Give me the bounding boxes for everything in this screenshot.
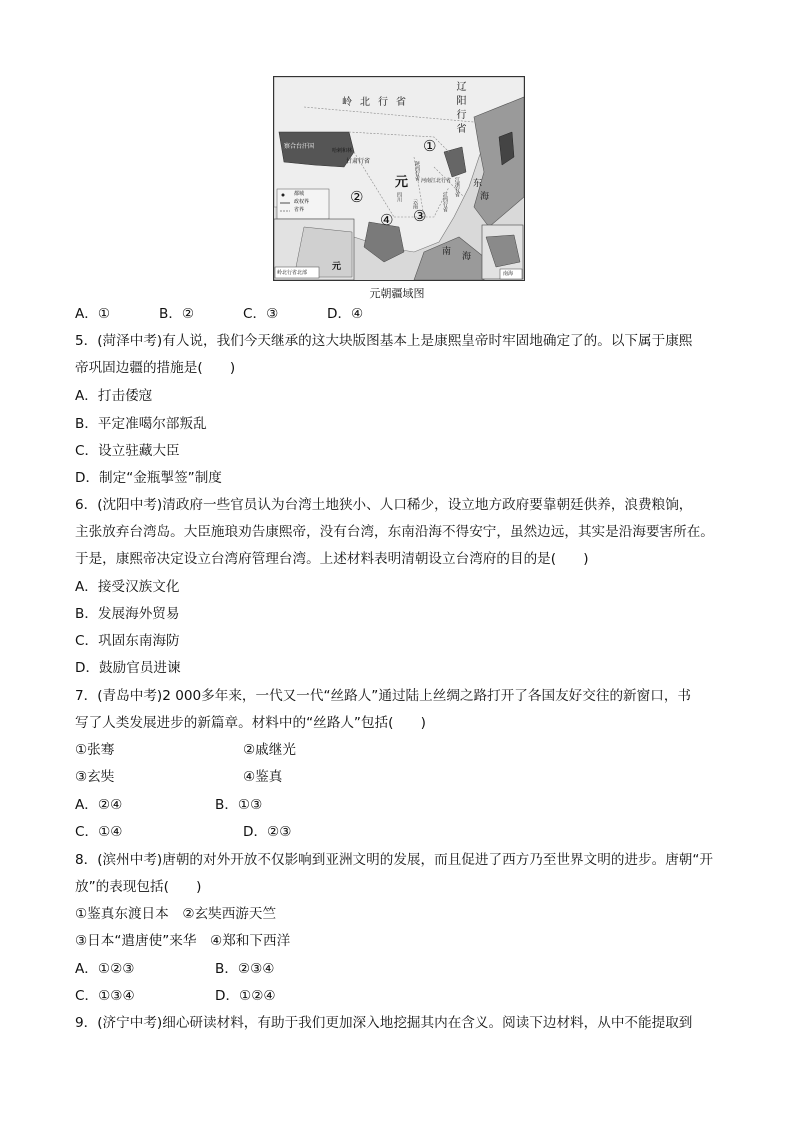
q6-option-a[interactable]: A．接受汉族文化 <box>75 579 180 595</box>
nanhai-inset-label: 南海 <box>503 271 514 277</box>
map-label-gansu: 甘肃行省 <box>346 158 371 165</box>
map-label-chagatai: 察合台汗国 <box>284 143 315 150</box>
q5-option-c[interactable]: C．设立驻藏大臣 <box>75 443 180 459</box>
q7-options-row2 <box>75 824 291 840</box>
q6-option-b[interactable]: B．发展海外贸易 <box>75 606 180 622</box>
map-circle-3: ③ <box>413 207 427 225</box>
inset-yuan: 元 <box>332 262 342 272</box>
q5-stem-line2: 帝巩固边疆的措施是( ) <box>75 360 236 376</box>
q7-stem-line1: 7．(青岛中考)2 000多年来，一代又一代“丝路人”通过陆上丝绸之路打开了各国友好交往的新窗口，书 <box>75 688 692 704</box>
q6-option-d[interactable]: D．鼓励官员进谏 <box>75 660 181 676</box>
legend-capital: 都城 <box>294 191 305 197</box>
map-label-yuan: 元 <box>395 175 409 190</box>
q8-stem-line1: 8．(滨州中考)唐朝的对外开放不仅影响到亚洲文明的发展，而且促进了西方乃至世界文明的进步。唐朝“开 <box>75 852 714 868</box>
q6-stem-line3: 于是，康熙帝决定设立台湾府管理台湾。上述材料表明清朝设立台湾府的目的是( ) <box>75 551 589 567</box>
q5-option-d[interactable]: D．制定“金瓶掣签”制度 <box>75 470 222 486</box>
map-label-jiangzhe: 江浙行省 <box>454 177 460 197</box>
map-label-henan: 河南江北行省 <box>421 178 452 184</box>
map-circle-2: ② <box>350 188 364 206</box>
q5-stem-line1: 5．(菏泽中考)有人说，我们今天继承的这大块版图基本上是康熙皇帝时牢固地确定了的。以下属于康熙 <box>75 333 693 349</box>
q5-option-a[interactable]: A．打击倭寇 <box>75 388 153 404</box>
map-label-yunnan: 云南 <box>412 199 418 209</box>
q7-items-row1 <box>75 742 296 758</box>
q8-option-c[interactable]: C．①③④ <box>75 988 135 1004</box>
q8-items-line1: ①鉴真东渡日本 ②玄奘西游天竺 <box>75 906 277 922</box>
q7-item-3: ③玄奘 <box>75 769 115 785</box>
map-label-east: 东 <box>473 179 483 189</box>
q8-option-d[interactable]: D．①②④ <box>215 988 276 1004</box>
map-label-south: 南 <box>442 247 452 257</box>
map-label-chengdu: 四川 <box>396 192 402 202</box>
q7-item-1: ①张骞 <box>75 742 115 758</box>
q4-option-d[interactable]: D．④ <box>327 306 364 322</box>
inset-label: 岭北行省北部 <box>277 270 308 276</box>
map-label-lingbei: 岭北行省 <box>342 97 414 108</box>
map-label-jiangxi: 江西行省 <box>442 192 448 212</box>
map-label-city: 哈剌和林 <box>332 148 353 154</box>
map-label-shaanxi: 陕西行省 <box>414 161 420 181</box>
q7-option-c[interactable]: C．①④ <box>75 824 123 840</box>
map-circle-4: ④ <box>380 211 394 229</box>
q7-item-2: ②戚继光 <box>243 742 296 758</box>
map-caption: 元朝疆域图 <box>369 287 425 300</box>
map-label-south-sea: 海 <box>462 252 472 262</box>
q7-option-d[interactable]: D．②③ <box>243 824 292 840</box>
q7-option-a[interactable]: A．②④ <box>75 797 123 813</box>
q8-options-row1 <box>75 961 274 977</box>
q6-option-c[interactable]: C．巩固东南海防 <box>75 633 180 649</box>
q5-option-b[interactable]: B．平定准噶尔部叛乱 <box>75 416 207 432</box>
q8-options-row2 <box>75 988 276 1004</box>
yuan-territory-map <box>273 76 525 281</box>
q6-stem-line1: 6．(沈阳中考)清政府一些官员认为台湾土地狭小、人口稀少，设立地方政府要靠朝廷供养，浪费粮饷， <box>75 497 693 513</box>
q7-stem-line2: 写了人类发展进步的新篇章。材料中的“丝路人”包括( ) <box>75 715 426 731</box>
q7-option-b[interactable]: B．①③ <box>215 797 263 813</box>
legend-province-border: 省界 <box>294 207 305 213</box>
map-circle-1: ① <box>423 137 437 155</box>
map-label-east-sea: 海 <box>480 192 490 202</box>
legend-regime-border: 政权界 <box>294 199 310 205</box>
q8-option-b[interactable]: B．②③④ <box>215 961 275 977</box>
q8-items-line2: ③日本“遣唐使”来华 ④郑和下西洋 <box>75 933 291 949</box>
q6-stem-line2: 主张放弃台湾岛。大臣施琅劝告康熙帝，没有台湾，东南沿海不得安宁，虽然边远，其实是沿海要害所在。 <box>75 524 714 540</box>
map-label-liaoyang: 辽阳行省 <box>454 81 465 137</box>
q8-option-a[interactable]: A．①②③ <box>75 961 135 977</box>
q7-item-4: ④鉴真 <box>243 769 283 785</box>
q4-options <box>75 306 363 322</box>
q4-option-b[interactable]: B．② <box>159 306 195 322</box>
q7-items-row2 <box>75 769 282 785</box>
q4-option-c[interactable]: C．③ <box>243 306 279 322</box>
q8-stem-line2: 放”的表现包括( ) <box>75 879 202 895</box>
q4-option-a[interactable]: A．① <box>75 306 111 322</box>
q9-stem-line1: 9．(济宁中考)细心研读材料，有助于我们更加深入地挖掘其内在含义。阅读下边材料，从中不能提取到 <box>75 1015 693 1031</box>
q7-options-row1 <box>75 797 262 813</box>
